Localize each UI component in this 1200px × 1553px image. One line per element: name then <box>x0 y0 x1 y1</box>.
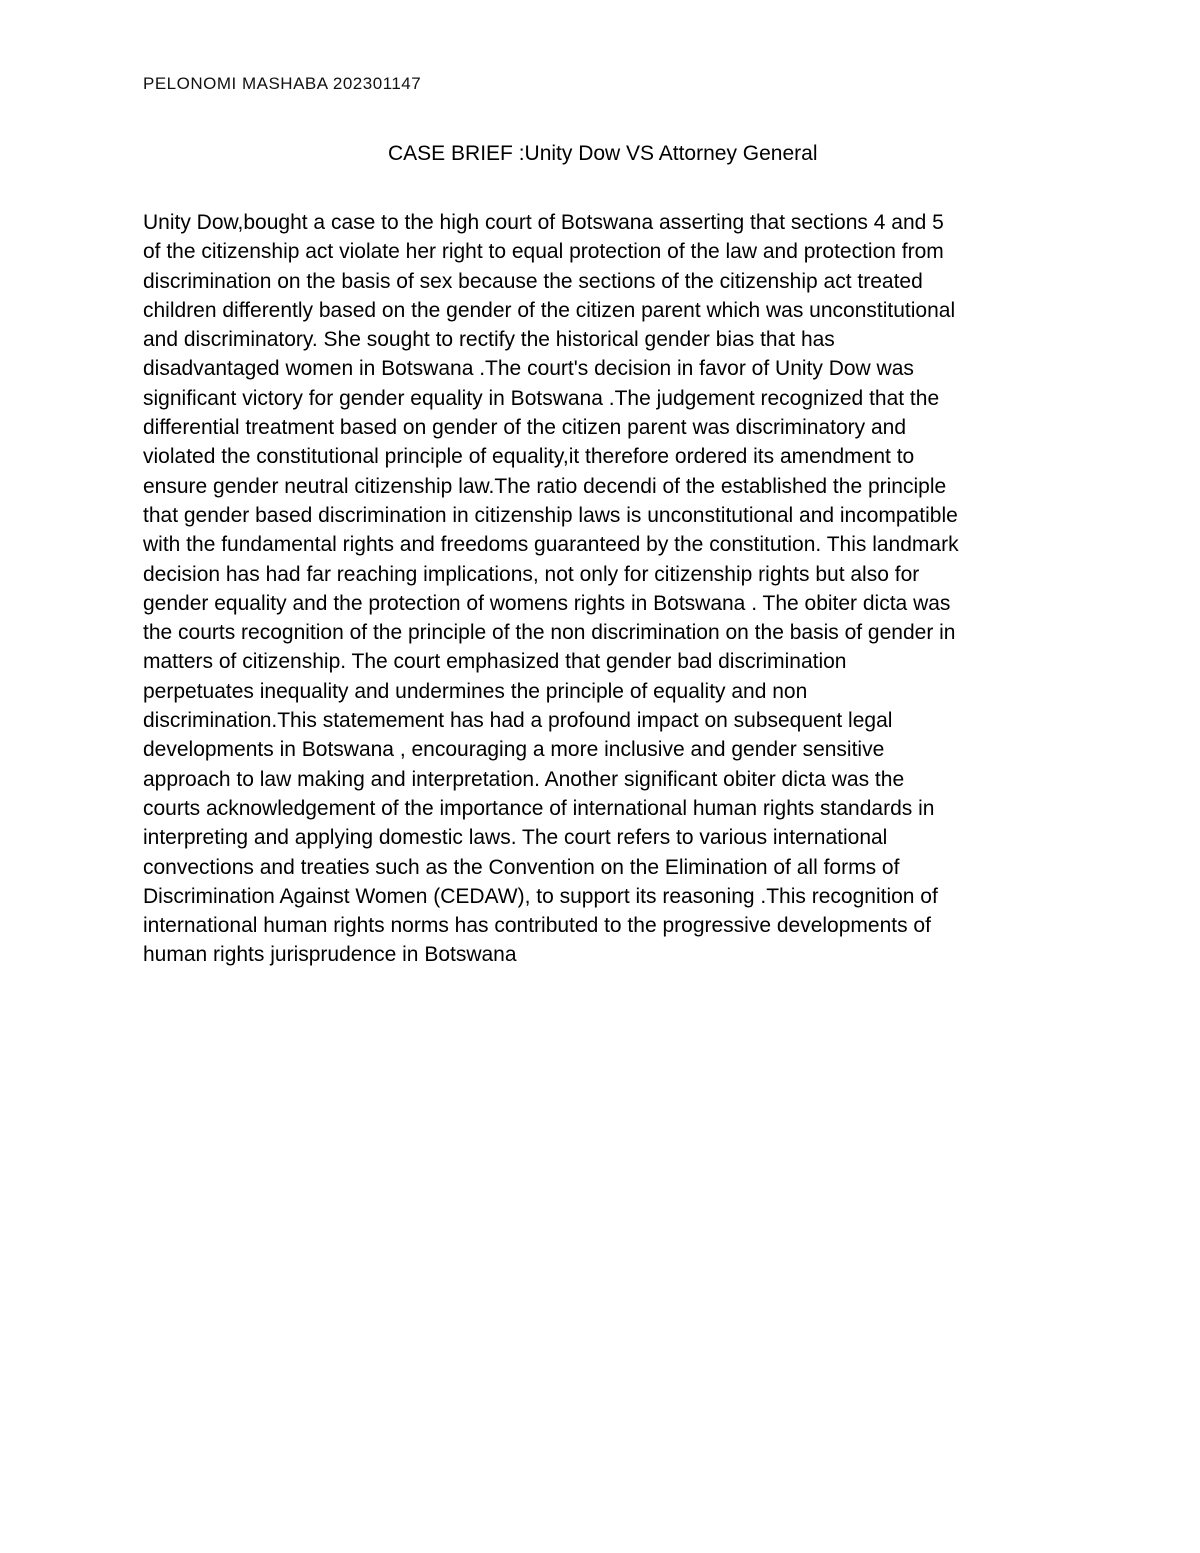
body-line: the courts recognition of the principle of the non discrimination on the basis of gender in <box>143 621 956 645</box>
body-line: Discrimination Against Women (CEDAW), to support its reasoning .This recognition of <box>143 884 938 908</box>
body-line: disadvantaged women in Botswana .The court's decision in favor of Unity Dow was <box>143 357 914 381</box>
body-line: perpetuates inequality and undermines the principle of equality and non <box>143 679 808 703</box>
body-line: human rights jurisprudence in Botswana <box>143 943 517 967</box>
body-line: courts acknowledgement of the importance of international human rights standards in <box>143 796 935 820</box>
body-line: and discriminatory. She sought to rectify the historical gender bias that has <box>143 328 835 352</box>
body-line: of the citizenship act violate her right to equal protection of the law and protection from <box>143 240 944 264</box>
author-header: PELONOMI MASHABA 202301147 <box>143 74 422 93</box>
body-line: differential treatment based on gender of the citizen parent was discriminatory and <box>143 416 907 440</box>
body-line: approach to law making and interpretation. Another significant obiter dicta was the <box>143 767 905 791</box>
body-line: that gender based discrimination in citizenship laws is unconstitutional and incompatible <box>143 503 958 527</box>
body-line: with the fundamental rights and freedoms guaranteed by the constitution. This landmark <box>143 533 959 557</box>
body-line: developments in Botswana , encouraging a more inclusive and gender sensitive <box>143 738 885 762</box>
body-paragraph <box>143 208 1063 970</box>
body-line: Unity Dow,bought a case to the high court of Botswana asserting that sections 4 and 5 <box>143 211 944 234</box>
body-line: matters of citizenship. The court emphasized that gender bad discrimination <box>143 650 847 674</box>
body-line: decision has had far reaching implications, not only for citizenship rights but also for <box>143 562 920 586</box>
document-title: CASE BRIEF :Unity Dow VS Attorney General <box>388 142 818 165</box>
body-line: convections and treaties such as the Convention on the Elimination of all forms of <box>143 855 900 879</box>
body-line: significant victory for gender equality in Botswana .The judgement recognized that the <box>143 386 940 410</box>
body-line: violated the constitutional principle of equality,it therefore ordered its amendment to <box>143 445 915 469</box>
body-line: international human rights norms has contributed to the progressive developments of <box>143 914 931 938</box>
body-line: interpreting and applying domestic laws. The court refers to various international <box>143 826 888 850</box>
body-line: gender equality and the protection of womens rights in Botswana . The obiter dicta was <box>143 591 951 615</box>
body-line: discrimination on the basis of sex because the sections of the citizenship act treated <box>143 269 923 293</box>
body-line: discrimination.This statemement has had a profound impact on subsequent legal <box>143 709 893 733</box>
body-line: children differently based on the gender of the citizen parent which was unconstitutional <box>143 298 956 322</box>
body-line: ensure gender neutral citizenship law.The ratio decendi of the established the principle <box>143 474 947 498</box>
